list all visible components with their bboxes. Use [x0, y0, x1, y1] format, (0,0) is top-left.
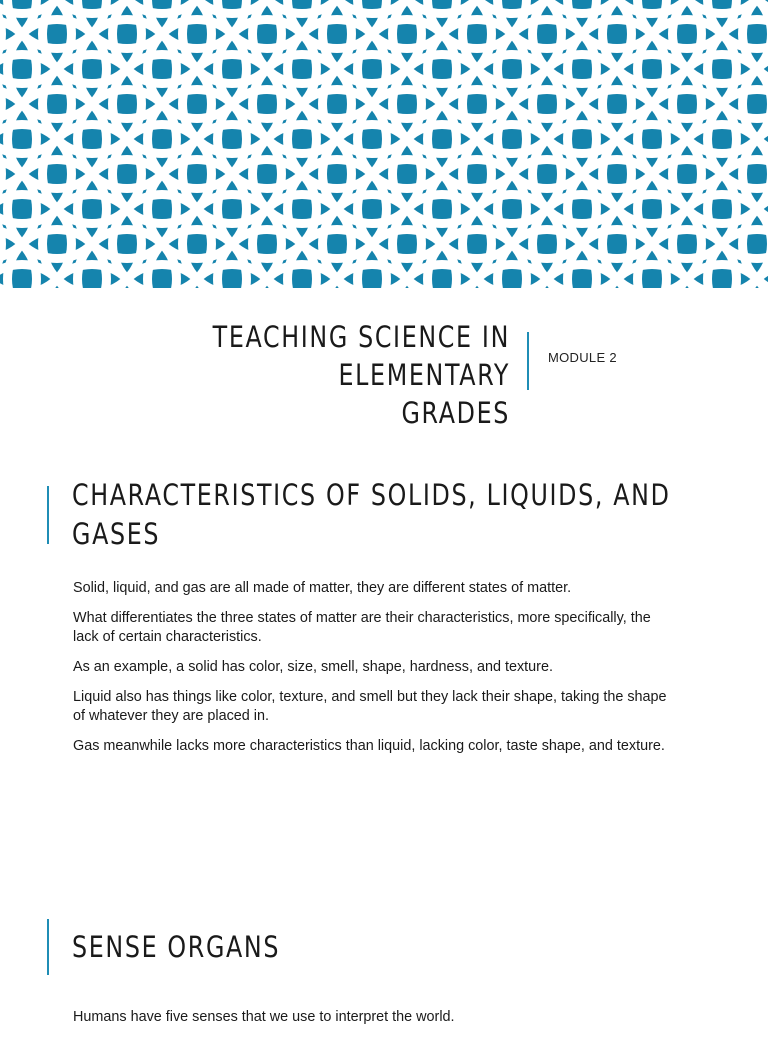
decorative-banner — [0, 0, 768, 288]
title-line-2: GRADES — [401, 396, 510, 430]
presentation-title — [125, 318, 510, 432]
section-accent-bar — [47, 486, 49, 544]
section-heading-states-of-matter — [72, 476, 671, 554]
title-line-1: TEACHING SCIENCE IN ELEMENTARY — [213, 320, 510, 392]
paragraph: As an example, a solid has color, size, smell, shape, hardness, and texture. — [73, 658, 673, 677]
section-body-sense-organs — [73, 1008, 673, 1038]
paragraph: Humans have five senses that we use to interpret the world. — [73, 1008, 673, 1027]
section-body-states-of-matter — [73, 579, 673, 767]
paragraph: Gas meanwhile lacks more characteristics than liquid, lacking color, taste shape, and texture. — [73, 737, 673, 756]
paragraph: Liquid also has things like color, texture, and smell but they lack their shape, taking the shape of whatever they are placed in. — [73, 688, 673, 726]
section-accent-bar — [47, 919, 49, 975]
heading-line-1: CHARACTERISTICS OF SOLIDS, LIQUIDS, AND — [72, 478, 671, 512]
paragraph: What differentiates the three states of matter are their characteristics, more specifically, the lack of certain characteristics. — [73, 609, 673, 647]
section-heading-sense-organs — [72, 928, 280, 967]
heading-text: SENSE ORGANS — [72, 930, 280, 964]
title-divider — [527, 332, 529, 390]
interlocking-circles-pattern — [0, 0, 768, 288]
heading-line-2: GASES — [72, 517, 160, 551]
paragraph: Solid, liquid, and gas are all made of matter, they are different states of matter. — [73, 579, 673, 598]
module-label: MODULE 2 — [548, 350, 617, 365]
